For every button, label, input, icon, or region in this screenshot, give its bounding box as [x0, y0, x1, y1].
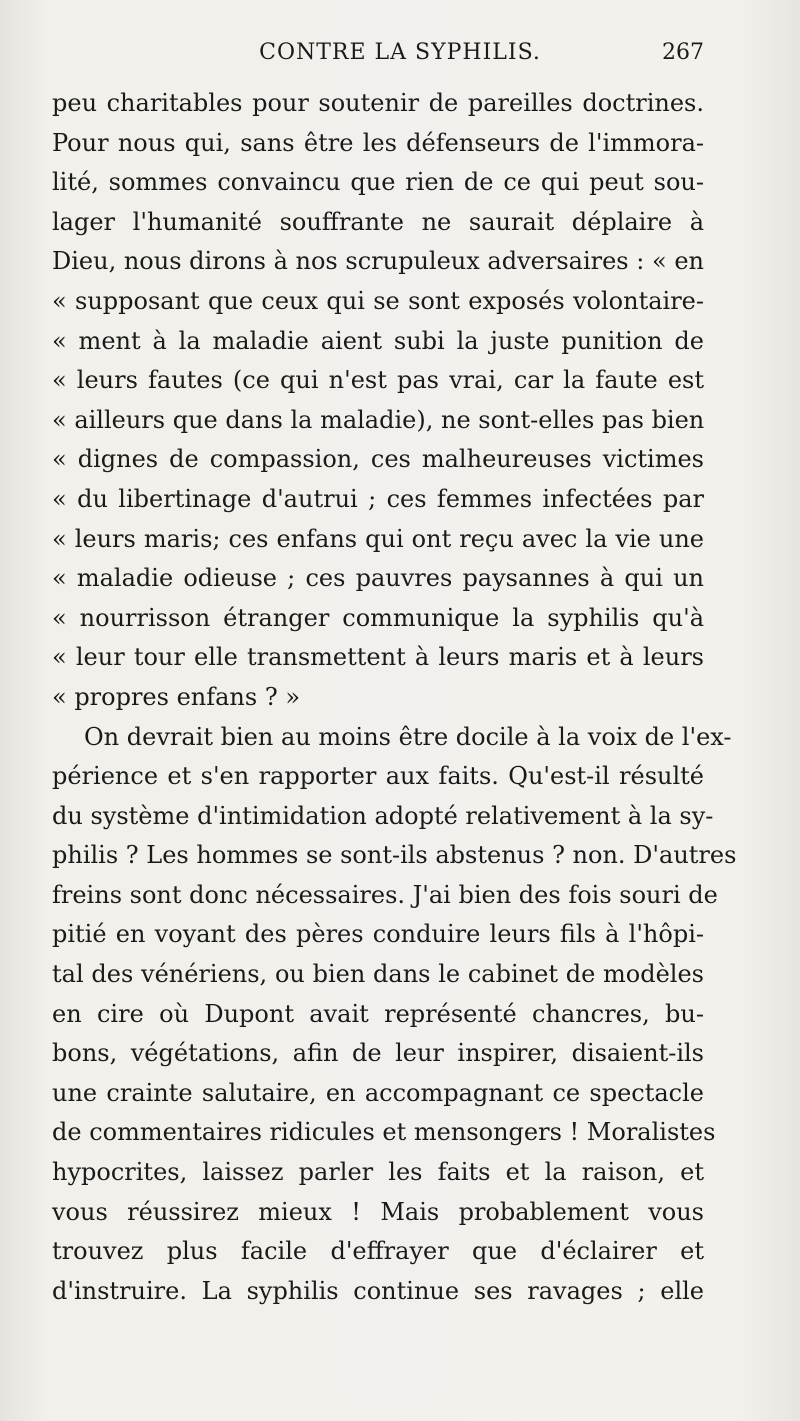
running-title: CONTRE LA SYPHILIS.	[259, 40, 541, 65]
text-line: en cire où Dupont avait représenté chancres, bu-	[52, 999, 704, 1028]
text-line: d'instruire. La syphilis continue ses ravages ; elle	[52, 1276, 704, 1305]
text-line: Pour nous qui, sans être les défenseurs de l'immora-	[52, 128, 704, 157]
text-line: « du libertinage d'autrui ; ces femmes infectées par	[52, 484, 704, 513]
text-line: « ment à la maladie aient subi la juste punition de	[52, 326, 704, 355]
text-line: « ailleurs que dans la maladie), ne sont-elles pas bien	[52, 405, 705, 434]
text-line: bons, végétations, afin de leur inspirer, disaient-ils	[52, 1039, 704, 1068]
text-line: « maladie odieuse ; ces pauvres paysannes à qui un	[52, 564, 704, 593]
text-line: « propres enfans ? »	[52, 682, 301, 711]
page-header	[0, 40, 800, 80]
text-line: « leur tour elle transmettent à leurs maris et à leurs	[52, 643, 704, 672]
text-line: périence et s'en rapporter aux faits. Qu'est-il résulté	[52, 762, 704, 791]
text-line: freins sont donc nécessaires. J'ai bien des fois souri de	[52, 880, 718, 909]
text-line: peu charitables pour soutenir de pareilles doctrines.	[52, 89, 704, 117]
text-line: lité, sommes convaincu que rien de ce qui peut sou-	[52, 168, 704, 197]
text-line: de commentaires ridicules et mensongers ! Moralistes	[52, 1118, 716, 1147]
text-line: du système d'intimidation adopté relativement à la sy-	[52, 801, 714, 830]
text-line: « leurs maris; ces enfans qui ont reçu avec la vie une	[52, 524, 704, 553]
text-line: vous réussirez mieux ! Mais probablement vous	[52, 1197, 704, 1226]
text-line: « dignes de compassion, ces malheureuses victimes	[52, 445, 704, 474]
text-line: philis ? Les hommes se sont-ils abstenus ? non. D'autres	[52, 841, 737, 870]
text-line: « nourrisson étranger communique la syphilis qu'à	[52, 603, 704, 632]
text-line: hypocrites, laissez parler les faits et la raison, et	[52, 1158, 704, 1187]
text-line: tal des vénériens, ou bien dans le cabinet de modèles	[52, 960, 704, 989]
body-text	[52, 84, 737, 1311]
text-line: « supposant que ceux qui se sont exposés volontaire-	[52, 286, 704, 315]
text-line: pitié en voyant des pères conduire leurs fils à l'hôpi-	[52, 920, 704, 949]
paragraph-start-line: On devrait bien au moins être docile à la voix de l'ex-	[84, 722, 732, 751]
text-line: une crainte salutaire, en accompagnant ce spectacle	[52, 1078, 704, 1107]
text-line: Dieu, nous dirons à nos scrupuleux adversaires : « en	[52, 247, 704, 276]
page-number: 267	[662, 40, 704, 65]
text-line: « leurs fautes (ce qui n'est pas vrai, car la faute est	[52, 366, 704, 395]
text-line: lager l'humanité souffrante ne saurait déplaire à	[52, 207, 704, 236]
text-line: trouvez plus facile d'effrayer que d'éclairer et	[52, 1237, 704, 1266]
